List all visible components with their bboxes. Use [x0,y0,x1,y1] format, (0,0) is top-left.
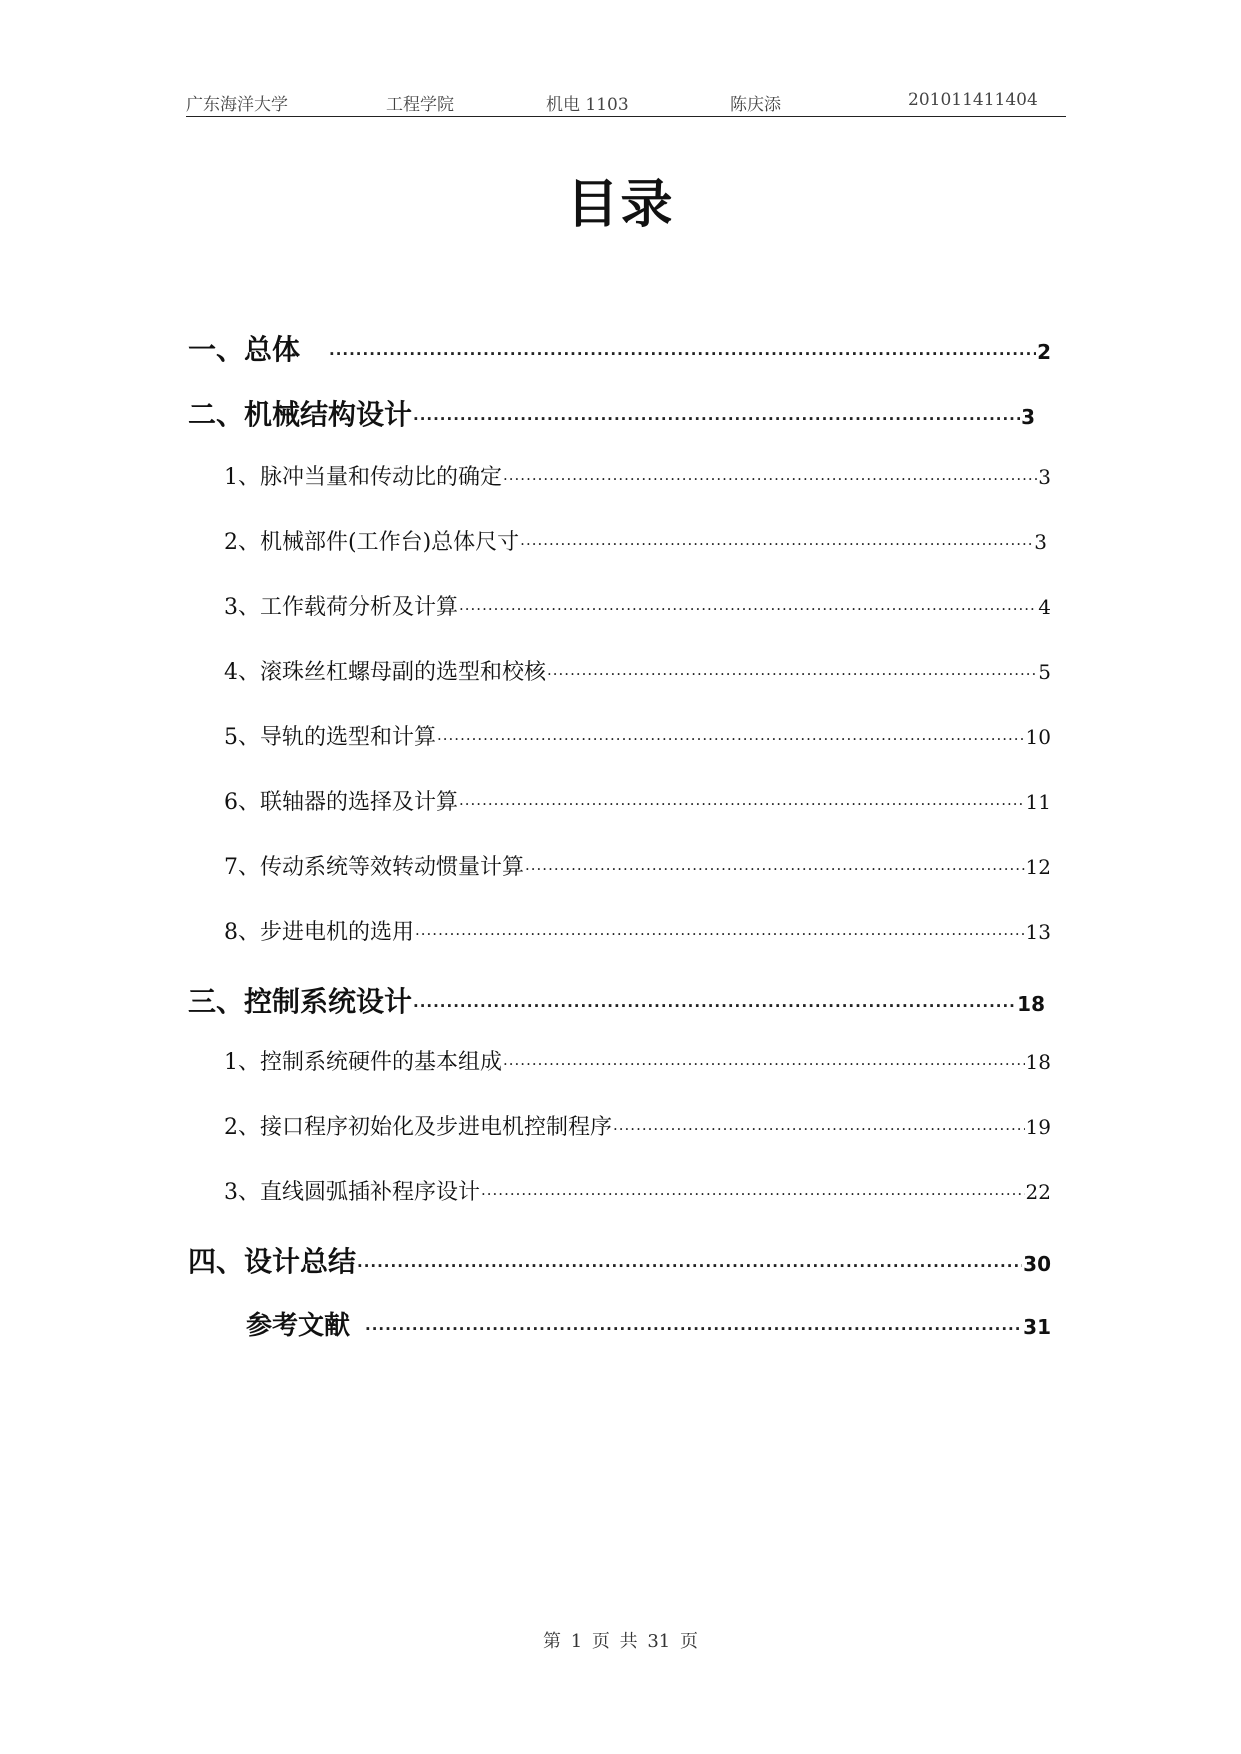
toc-label: 参考文献 [246,1311,351,1341]
toc-page: 22 [1025,1180,1051,1204]
toc-leader [413,410,1020,428]
page-header [186,88,1066,117]
header-school: 广东海洋大学 [186,95,288,115]
toc-entry[interactable] [224,785,1051,816]
toc-page: 30 [1023,1252,1051,1276]
header-student-id: 201011411404 [908,90,1038,110]
toc-label: 3、工作载荷分析及计算 [224,595,458,620]
toc-entry[interactable] [224,915,1051,946]
toc-entry[interactable] [224,655,1051,686]
toc-leader [357,1257,1022,1275]
toc-leader [520,535,1033,553]
toc-leader [459,600,1037,618]
toc-label: 二、机械结构设计 [188,398,413,431]
page-title: 目录 [566,175,675,235]
toc-entry[interactable] [224,720,1051,751]
toc-entry[interactable] [188,328,1051,368]
toc-entry[interactable] [188,1240,1051,1280]
toc-label: 2、接口程序初始化及步进电机控制程序 [224,1115,612,1140]
toc-page: 4 [1038,595,1051,619]
toc-label: 4、滚珠丝杠螺母副的选型和校核 [224,660,546,685]
toc-entry[interactable] [246,1305,1051,1342]
toc-page: 2 [1037,340,1051,364]
toc-label: 1、脉冲当量和传动比的确定 [224,465,502,490]
toc-entry[interactable] [224,1045,1051,1076]
toc-leader [459,795,1025,813]
toc-page: 31 [1023,1315,1051,1339]
toc-leader [547,665,1037,683]
toc-leader [437,730,1025,748]
toc-leader [413,997,1016,1015]
toc-label: 8、步进电机的选用 [224,920,414,945]
toc-page: 3 [1038,465,1051,489]
toc-leader [503,1055,1025,1073]
toc-page: 10 [1025,725,1051,749]
toc-page: 18 [1017,992,1045,1016]
toc-label: 一、总体 [188,333,301,366]
toc-leader [613,1120,1025,1138]
header-name: 陈庆添 [730,95,781,115]
toc-page: 19 [1025,1115,1051,1139]
toc-entry[interactable] [224,850,1051,881]
toc-leader [415,925,1025,943]
toc-page: 13 [1025,920,1051,944]
toc-label: 2、机械部件(工作台)总体尺寸 [224,530,520,555]
toc-page: 5 [1038,660,1051,684]
toc-entry[interactable] [224,1175,1051,1206]
toc-entry[interactable] [224,525,1047,556]
toc-label: 1、控制系统硬件的基本组成 [224,1050,502,1075]
toc-label: 四、设计总结 [188,1245,357,1278]
toc-page: 11 [1025,790,1051,814]
toc-leader [503,470,1037,488]
toc-label: 三、控制系统设计 [188,985,413,1018]
toc-leader [365,1320,1022,1338]
toc-page: 12 [1025,855,1051,879]
toc-entry[interactable] [188,980,1045,1020]
toc-page: 18 [1025,1050,1051,1074]
toc-page: 3 [1021,405,1035,429]
toc-entry[interactable] [188,393,1035,433]
toc-leader [329,345,1036,363]
toc-entry[interactable] [224,460,1051,491]
header-class: 机电 1103 [546,95,629,115]
toc-label: 5、导轨的选型和计算 [224,725,436,750]
toc-leader [525,860,1025,878]
toc-label: 3、直线圆弧插补程序设计 [224,1180,480,1205]
toc-entry[interactable] [224,1110,1051,1141]
page-footer: 第 1 页 共 31 页 [543,1631,698,1652]
toc-entry[interactable] [224,590,1051,621]
toc-label: 7、传动系统等效转动惯量计算 [224,855,524,880]
toc-leader [481,1185,1025,1203]
header-college: 工程学院 [386,95,454,115]
toc-label: 6、联轴器的选择及计算 [224,790,458,815]
toc-page: 3 [1034,530,1047,554]
